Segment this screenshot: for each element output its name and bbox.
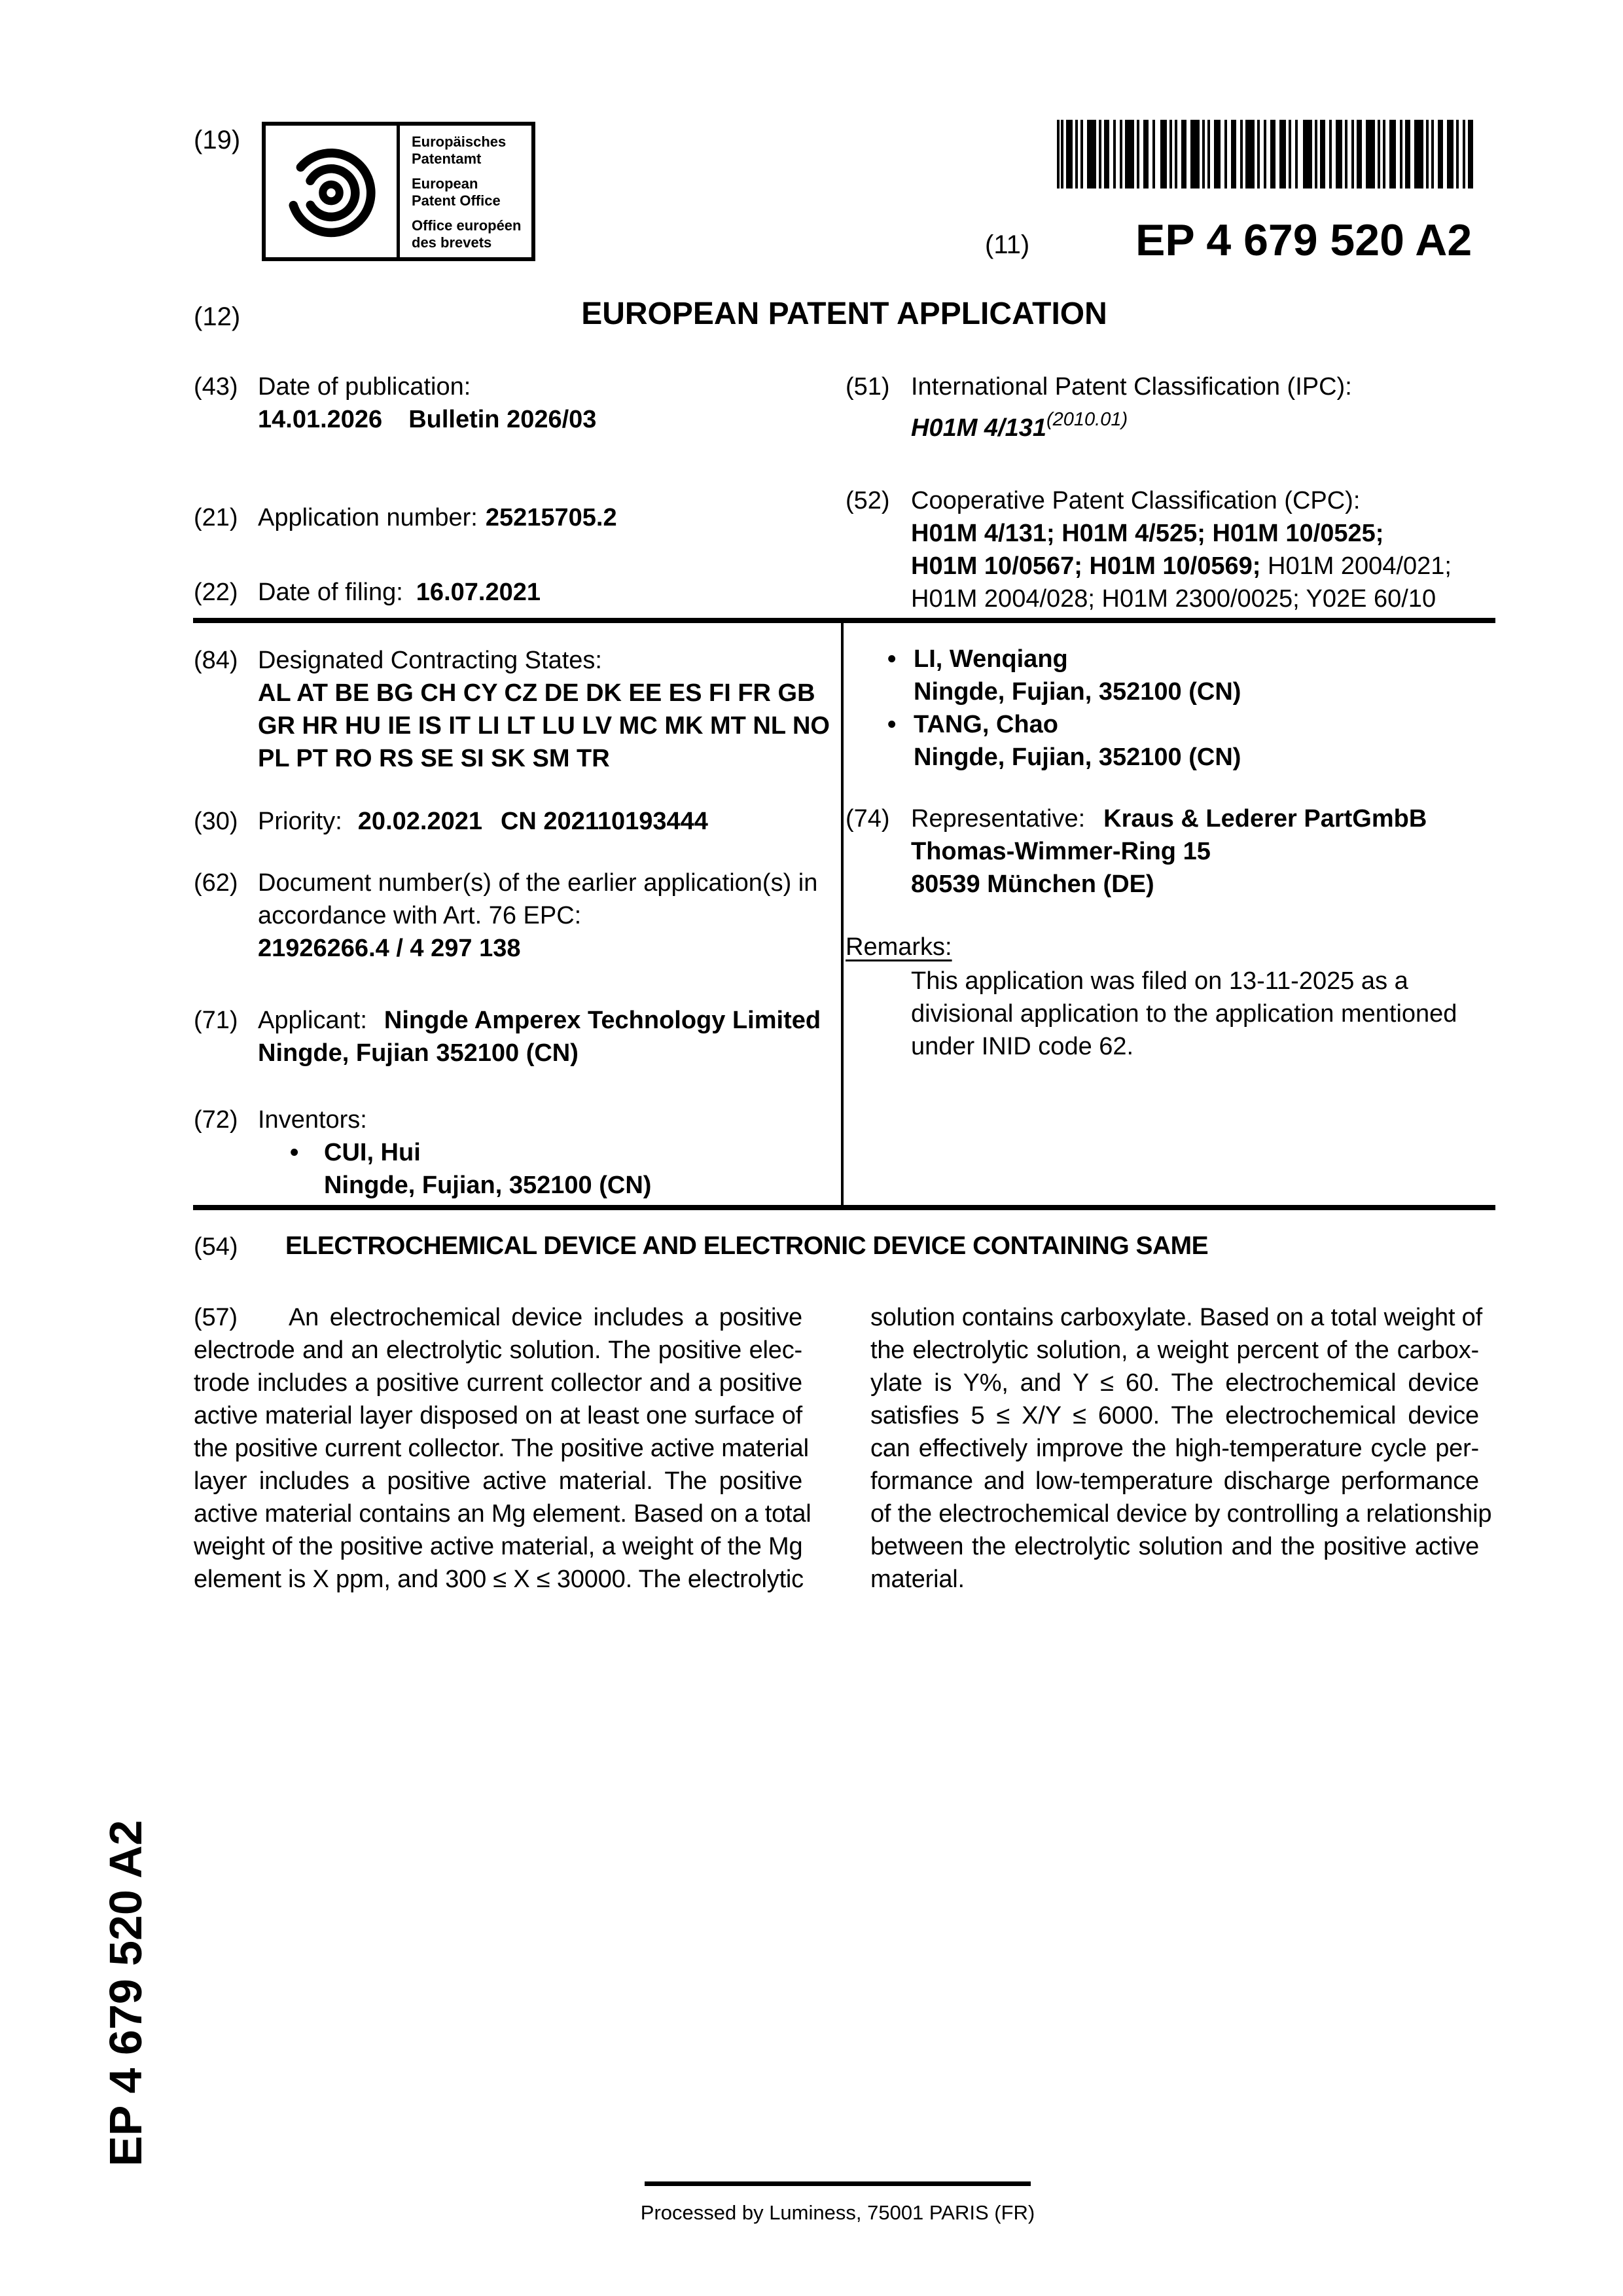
app-number-value: 25215705.2 (485, 504, 617, 531)
inid-30-label: (30) (194, 808, 238, 835)
sidebar-publication-number: EP 4 679 520 A2 (100, 1820, 151, 2166)
remarks-label: Remarks: (846, 933, 952, 961)
abstract-line: weight of the positive active material, a weight of the Mg (194, 1533, 803, 1560)
abstract-column-left (194, 1301, 812, 1596)
applicant-address: Ningde, Fujian 352100 (CN) (258, 1039, 579, 1067)
ipc-class: H01M 4/131 (911, 414, 1047, 442)
abstract-line: of the electrochemical device by controlling a relationship (870, 1500, 1492, 1528)
ipc-label: International Patent Classification (IPC): (911, 373, 1352, 401)
footer-text: Processed by Luminess, 75001 PARIS (FR) (640, 2201, 1035, 2224)
applicant-entry (194, 1004, 821, 1069)
pub-date-label: Date of publication: (258, 373, 471, 401)
inid-62-label: (62) (194, 869, 238, 897)
representative-address-line: Thomas-Wimmer-Ring 15 (911, 838, 1211, 865)
priority-label: Priority: (258, 808, 342, 835)
inid-22-label: (22) (194, 579, 238, 606)
barcode-icon (1057, 120, 1476, 188)
logo-text-line: Patent Office (412, 192, 501, 209)
ipc-version: (2010.01) (1046, 409, 1128, 430)
representative-entry (846, 802, 1427, 901)
inventors-continued (887, 643, 1241, 774)
logo-text-line: European (412, 175, 478, 192)
applicant-name: Ningde Amperex Technology Limited (383, 1007, 821, 1034)
priority-number: CN 202110193444 (500, 808, 708, 835)
representative-label: Representative: (911, 805, 1086, 833)
inid-84-label: (84) (194, 647, 238, 674)
priority-date: 20.02.2021 (357, 808, 482, 835)
footer-rule (645, 2181, 1031, 2186)
remarks-entry (846, 931, 952, 963)
inventor-name: LI, Wenqiang (914, 645, 1068, 673)
inid-57-label: (57) (194, 1304, 238, 1331)
filing-date-entry (194, 576, 541, 609)
inventor-address: Ningde, Fujian, 352100 (CN) (914, 678, 1241, 706)
logo-text-line: des brevets (412, 234, 492, 251)
priority-entry (194, 805, 708, 838)
applicant-label: Applicant: (258, 1007, 367, 1034)
remarks-body (911, 965, 1457, 1063)
earlier-app-line: Document number(s) of the earlier application(s) in (258, 869, 818, 897)
logo-text-line: Europäisches (412, 134, 507, 150)
inid-19-label: (19) (194, 126, 241, 154)
abstract-line: electrode and an electrolytic solution. The positive elec- (194, 1336, 802, 1364)
abstract-line: satisfies 5 ≤ X/Y ≤ 6000. The electrochemical device (870, 1402, 1479, 1429)
remarks-line: This application was filed on 13-11-2025 as a (911, 967, 1408, 995)
inventors-entry (194, 1103, 652, 1202)
inventor-item (887, 643, 1241, 675)
cpc-line: H01M 10/0567; H01M 10/0569; H01M 2004/021; (911, 552, 1452, 580)
ipc-entry (846, 370, 1352, 444)
header-divider-rule (193, 618, 1495, 623)
cpc-line: H01M 2004/028; H01M 2300/0025; Y02E 60/10 (911, 585, 1436, 613)
states-line: GR HR HU IE IS IT LI LT LU LV MC MK MT NL NO (258, 712, 830, 740)
pub-date-value: 14.01.2026 (258, 406, 383, 433)
abstract-line: solution contains carboxylate. Based on a total weight of (870, 1304, 1482, 1331)
abstract-column-right (870, 1301, 1492, 1596)
remarks-line: divisional application to the application mentioned (911, 1000, 1457, 1028)
invention-title: ELECTROCHEMICAL DEVICE AND ELECTRONIC DEVICE CONTAINING SAME (285, 1232, 1209, 1260)
earlier-app-value: 21926266.4 / 4 297 138 (258, 935, 521, 962)
abstract-line: layer includes a positive active material. The positive (194, 1467, 802, 1495)
filing-date-value: 16.07.2021 (416, 579, 541, 606)
states-line: PL PT RO RS SE SI SK SM TR (258, 745, 610, 772)
epo-logo-text (400, 126, 531, 257)
title-divider-rule (193, 1205, 1495, 1210)
epo-logo-box (262, 122, 535, 261)
inid-21-label: (21) (194, 504, 238, 531)
epo-swoosh-logo-icon (279, 139, 383, 244)
inid-11-label: (11) (985, 230, 1030, 259)
states-label: Designated Contracting States: (258, 647, 602, 674)
bullet-icon: • (887, 711, 897, 738)
inventor-item (258, 1136, 651, 1169)
abstract-line: the positive current collector. The positive active material (194, 1435, 809, 1462)
logo-text-line: Office européen (412, 217, 522, 234)
designated-states-entry (194, 644, 830, 775)
abstract-line: element is X ppm, and 300 ≤ X ≤ 30000. The electrolytic (194, 1566, 804, 1593)
inventor-address: Ningde, Fujian, 352100 (CN) (914, 744, 1241, 771)
inid-74-label: (74) (846, 805, 890, 833)
cpc-label: Cooperative Patent Classification (CPC): (911, 487, 1361, 514)
abstract-line: ylate is Y%, and Y ≤ 60. The electrochemical device (870, 1369, 1479, 1397)
inventors-label: Inventors: (258, 1106, 367, 1134)
filing-date-label: Date of filing: (258, 579, 403, 606)
abstract-line: active material layer disposed on at least one surface of (194, 1402, 802, 1429)
remarks-line: under INID code 62. (911, 1033, 1134, 1060)
bullet-icon: • (887, 645, 897, 673)
inid-12-label: (12) (194, 302, 241, 331)
representative-name: Kraus & Lederer PartGmbB (1103, 805, 1427, 833)
bullet-icon: • (290, 1139, 299, 1166)
abstract-line: can effectively improve the high-temperature cycle per- (870, 1435, 1479, 1462)
inid-72-label: (72) (194, 1106, 238, 1134)
abstract-line: An electrochemical device includes a positive (289, 1304, 802, 1331)
cpc-entry (846, 484, 1452, 615)
app-number-label: Application number: (258, 504, 478, 531)
abstract-line: active material contains an Mg element. Based on a total (194, 1500, 812, 1528)
inid-52-label: (52) (846, 487, 890, 514)
logo-text-line: Patentamt (412, 151, 482, 167)
app-number-entry (194, 501, 617, 534)
epo-logo-cell (266, 126, 400, 257)
inid-51-label: (51) (846, 373, 890, 401)
bulletin-value: Bulletin 2026/03 (408, 406, 597, 433)
abstract-line: material. (870, 1566, 965, 1593)
inventor-item (887, 708, 1241, 741)
publication-number: EP 4 679 520 A2 (1135, 215, 1472, 265)
cpc-line: H01M 4/131; H01M 4/525; H01M 10/0525; (911, 520, 1384, 547)
abstract-line: between the electrolytic solution and the positive active (870, 1533, 1479, 1560)
abstract-line: formance and low-temperature discharge performance (870, 1467, 1479, 1495)
earlier-app-line: accordance with Art. 76 EPC: (258, 902, 582, 929)
inid-43-label: (43) (194, 373, 238, 401)
inventor-address: Ningde, Fujian, 352100 (CN) (324, 1172, 652, 1199)
column-divider (841, 618, 844, 1205)
earlier-app-entry (194, 867, 818, 965)
abstract-line: trode includes a positive current collector and a positive (194, 1369, 802, 1397)
inventor-name: CUI, Hui (324, 1139, 421, 1166)
inventor-name: TANG, Chao (914, 711, 1058, 738)
document-type-title: EUROPEAN PATENT APPLICATION (581, 296, 1107, 331)
abstract-line: the electrolytic solution, a weight percent of the carbox- (870, 1336, 1479, 1364)
inid-54-label: (54) (194, 1233, 238, 1261)
pub-date-entry (194, 370, 597, 436)
states-line: AL AT BE BG CH CY CZ DE DK EE ES FI FR GB (258, 679, 815, 707)
representative-address-line: 80539 München (DE) (911, 870, 1154, 898)
inid-71-label: (71) (194, 1007, 238, 1034)
